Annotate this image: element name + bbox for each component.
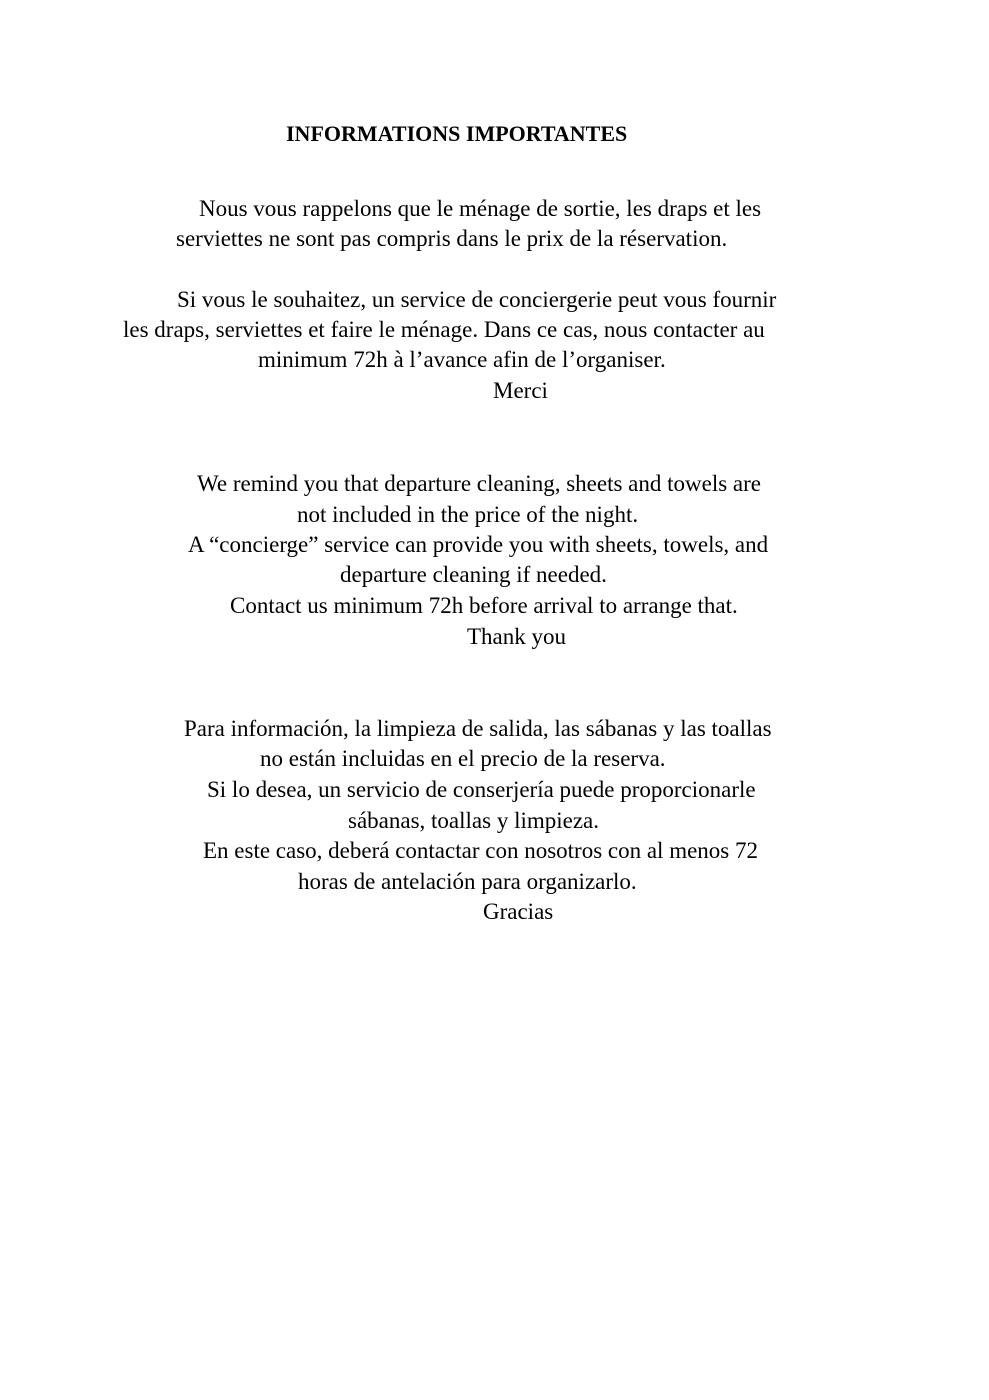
french-p1-line-1: Nous vous rappelons que le ménage de sortie, les draps et les (199, 196, 762, 221)
english-line-4: departure cleaning if needed. (340, 562, 607, 587)
english-thanks: Thank you (467, 624, 567, 649)
spanish-line-5: En este caso, deberá contactar con nosotros con al menos 72 (203, 838, 758, 863)
french-p1-line-2: serviettes ne sont pas compris dans le prix de la réservation. (176, 226, 728, 251)
english-line-1: We remind you that departure cleaning, sheets and towels are (197, 471, 761, 496)
spanish-thanks: Gracias (483, 899, 554, 924)
english-line-5: Contact us minimum 72h before arrival to arrange that. (230, 593, 738, 618)
french-p2-line-3: minimum 72h à l’avance afin de l’organiser. (258, 347, 666, 372)
french-p2-line-1: Si vous le souhaitez, un service de conciergerie peut vous fournir (177, 287, 777, 312)
spanish-line-2: no están incluidas en el precio de la reserva. (260, 746, 666, 771)
spanish-line-3: Si lo desea, un servicio de conserjería puede proporcionarle (207, 777, 756, 802)
french-thanks: Merci (493, 378, 548, 403)
spanish-line-1: Para información, la limpieza de salida, las sábanas y las toallas (184, 716, 772, 741)
document-title: INFORMATIONS IMPORTANTES (286, 121, 628, 146)
french-p2-line-2: les draps, serviettes et faire le ménage. Dans ce cas, nous contacter au (123, 317, 765, 342)
spanish-line-6: horas de antelación para organizarlo. (298, 869, 637, 894)
spanish-line-4: sábanas, toallas y limpieza. (348, 808, 600, 833)
english-line-2: not included in the price of the night. (297, 502, 639, 527)
english-line-3: A “concierge” service can provide you with sheets, towels, and (188, 532, 769, 557)
